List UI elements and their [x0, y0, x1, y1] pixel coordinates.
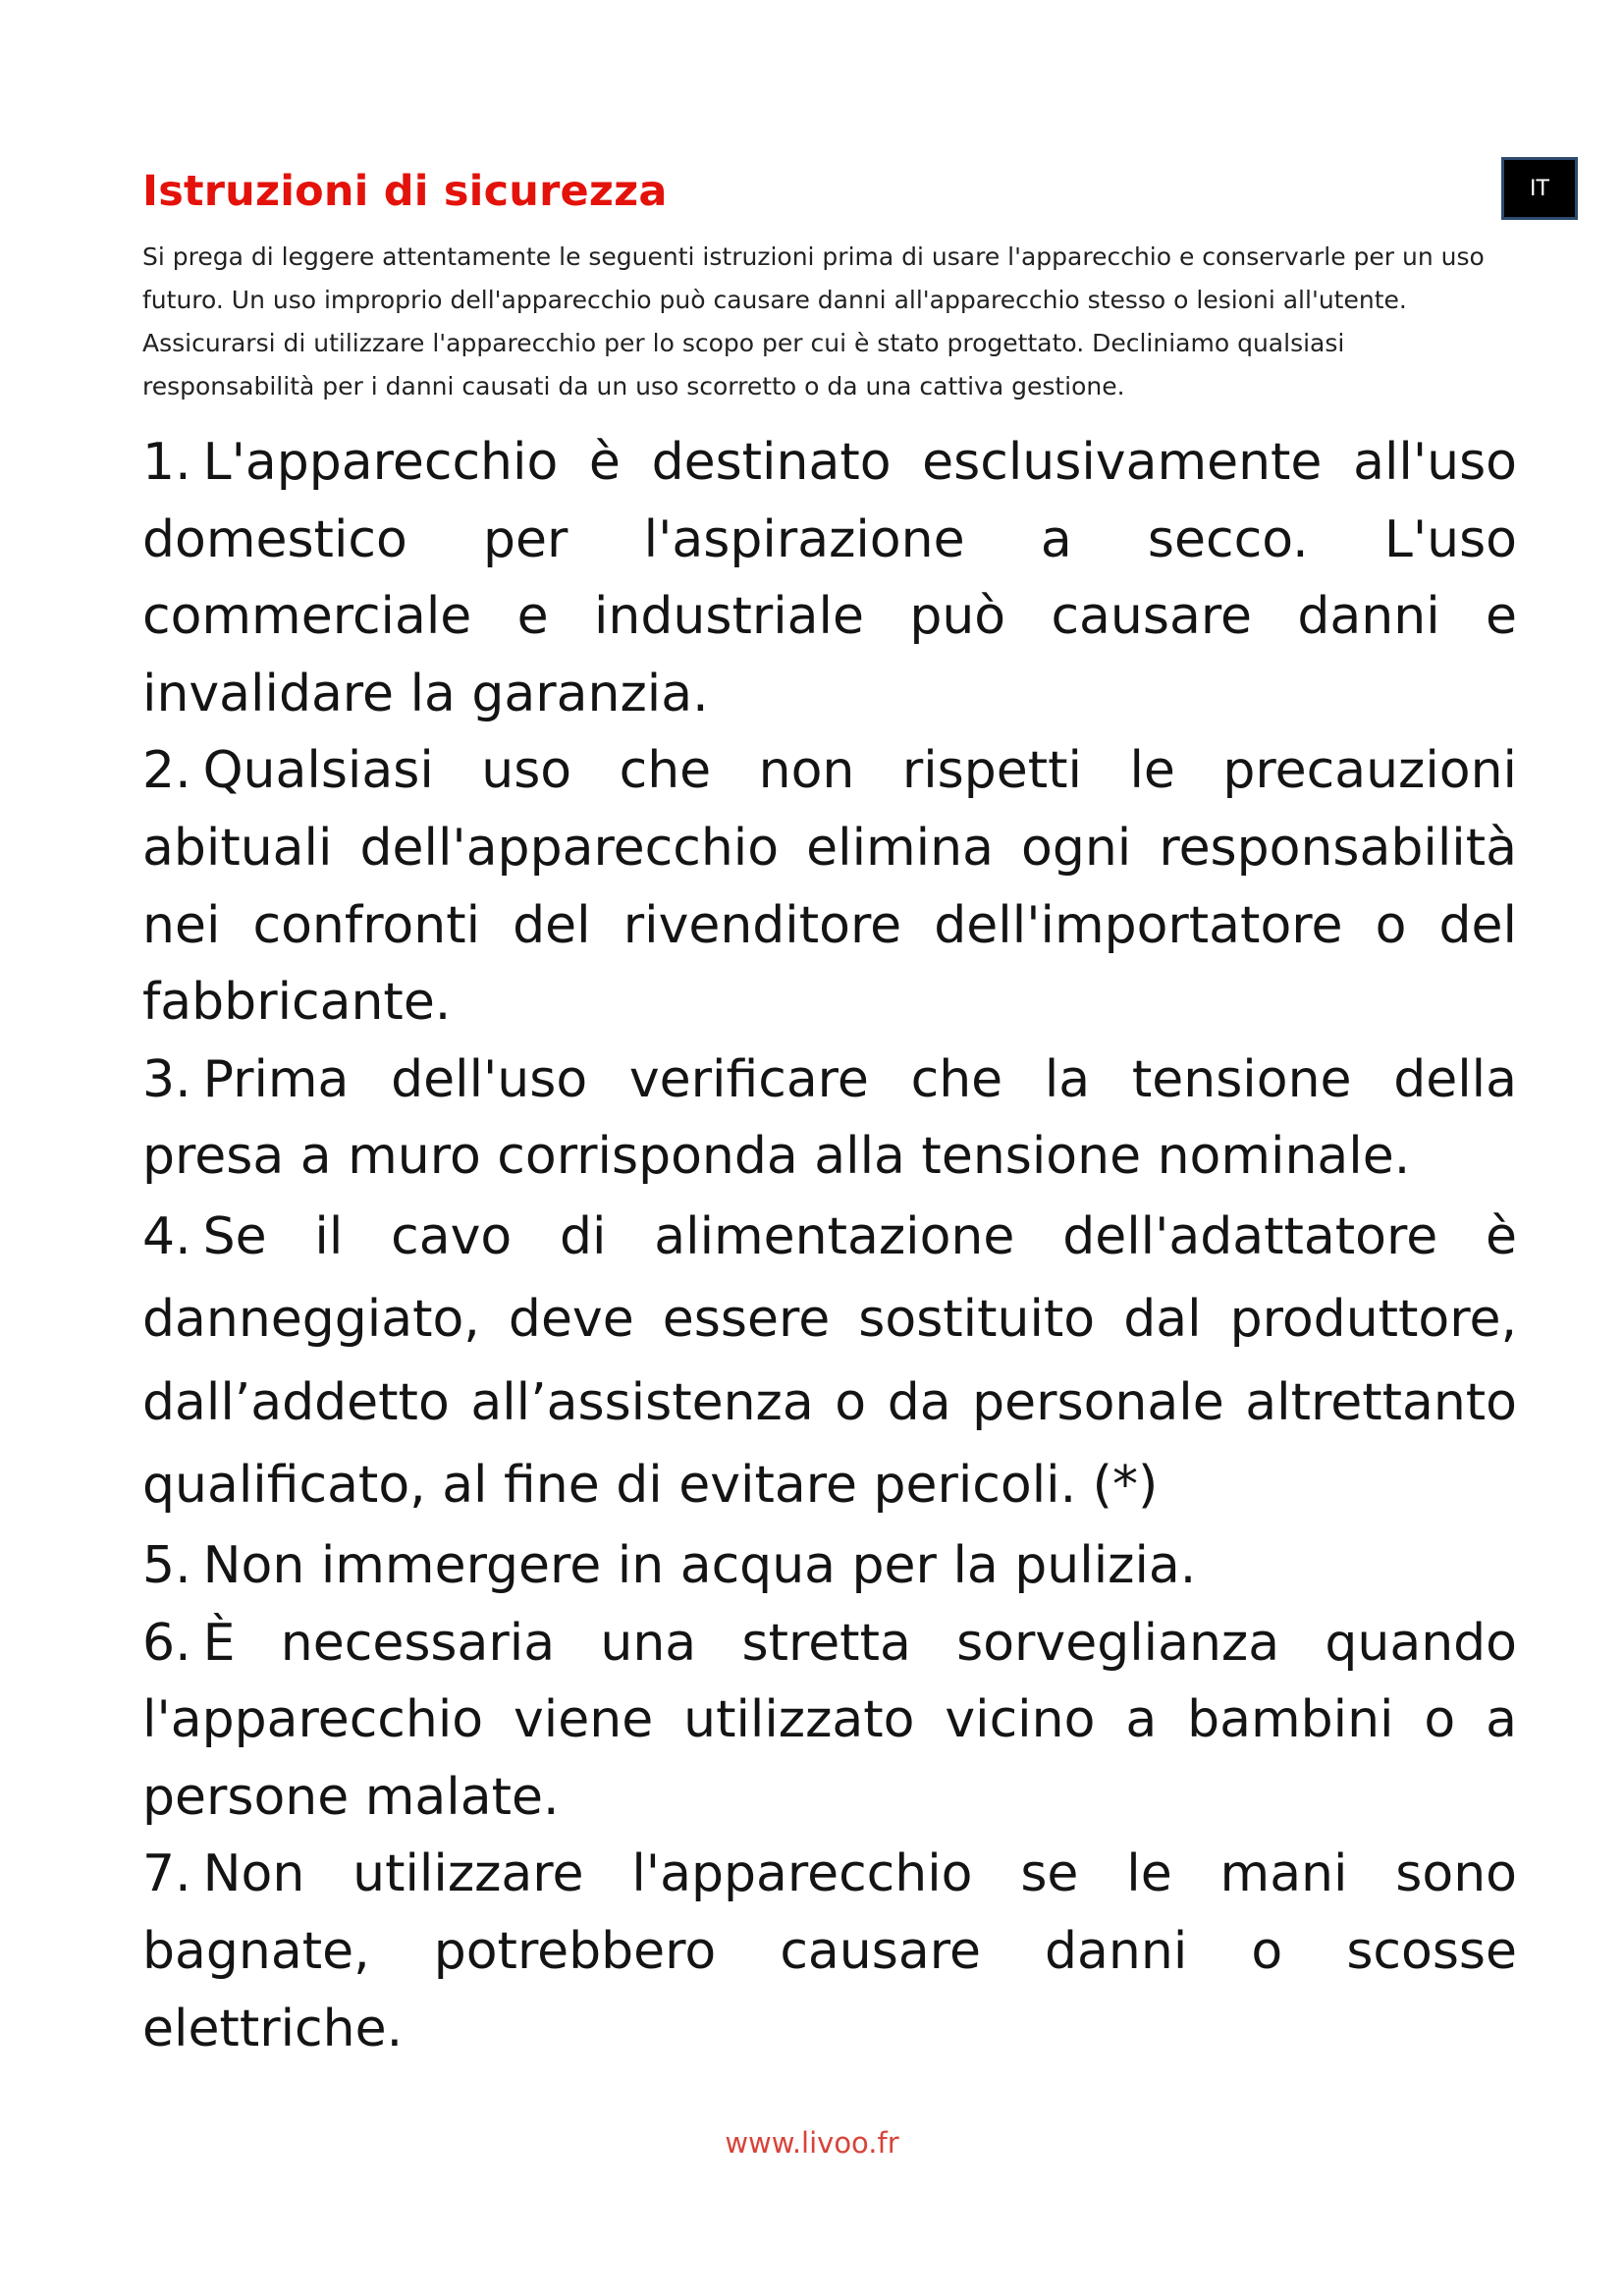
- rule-text: Non immergere in acqua per la pulizia.: [202, 1535, 1197, 1595]
- rule-number: 1.: [142, 433, 191, 492]
- rule-text: È necessaria una stretta sorveglianza quando l'apparecchio viene utilizzato vicino a bambini o a persone malate.: [142, 1613, 1517, 1827]
- rule-text: Non utilizzare l'apparecchio se le mani sono bagnate, potrebbero causare danni o scosse elettriche.: [142, 1844, 1517, 2058]
- rule-text: Prima dell'uso verificare che la tensione della presa a muro corrisponda alla tensione nominale.: [142, 1049, 1517, 1187]
- rule-number: 7.: [142, 1844, 191, 1904]
- safety-rules-list: [142, 424, 1517, 2067]
- language-badge: IT: [1501, 157, 1578, 220]
- rule-text: Se il cavo di alimentazione dell'adattatore è danneggiato, deve essere sostituito dal produttore, dall’addetto all’assistenza o da personale altrettanto qualificato, al fine di evitare pericoli. (*): [142, 1206, 1517, 1516]
- rule-text: Qualsiasi uso che non rispetti le precauzioni abituali dell'apparecchio elimina ogni responsabilità nei confronti del rivenditore dell'importatore o del fabbricante.: [142, 741, 1517, 1033]
- rule-number: 5.: [142, 1535, 191, 1595]
- rule-number: 2.: [142, 741, 191, 801]
- rule-number: 4.: [142, 1206, 191, 1266]
- rule-number: 6.: [142, 1613, 191, 1673]
- safety-rule-3: [142, 1041, 1517, 1196]
- intro-paragraph: Si prega di leggere attentamente le seguenti istruzioni prima di usare l'apparecchio e conservarle per un uso futuro. Un uso improprio dell'apparecchio può causare danni all'apparecchio stesso o lesioni all'utente. Assicurarsi di utilizzare l'apparecchio per lo scopo per cui è stato progettato. Decliniamo qualsiasi responsabilità per i danni causati da un uso scorretto o da una cattiva gestione.: [142, 242, 1485, 400]
- rule-number: 3.: [142, 1049, 191, 1109]
- rule-text: L'apparecchio è destinato esclusivamente all'uso domestico per l'aspirazione a secco. L'uso commerciale e industriale può causare danni e invalidare la garanzia.: [142, 433, 1517, 723]
- safety-rule-2: [142, 732, 1517, 1041]
- safety-rule-4: [142, 1196, 1517, 1527]
- website-link[interactable]: www.livoo.fr: [725, 2126, 899, 2160]
- safety-rule-5: [142, 1527, 1517, 1605]
- safety-rule-1: [142, 424, 1517, 732]
- safety-rule-7: [142, 1836, 1517, 2067]
- safety-rule-6: [142, 1605, 1517, 1837]
- page-title: Istruzioni di sicurezza: [142, 167, 668, 216]
